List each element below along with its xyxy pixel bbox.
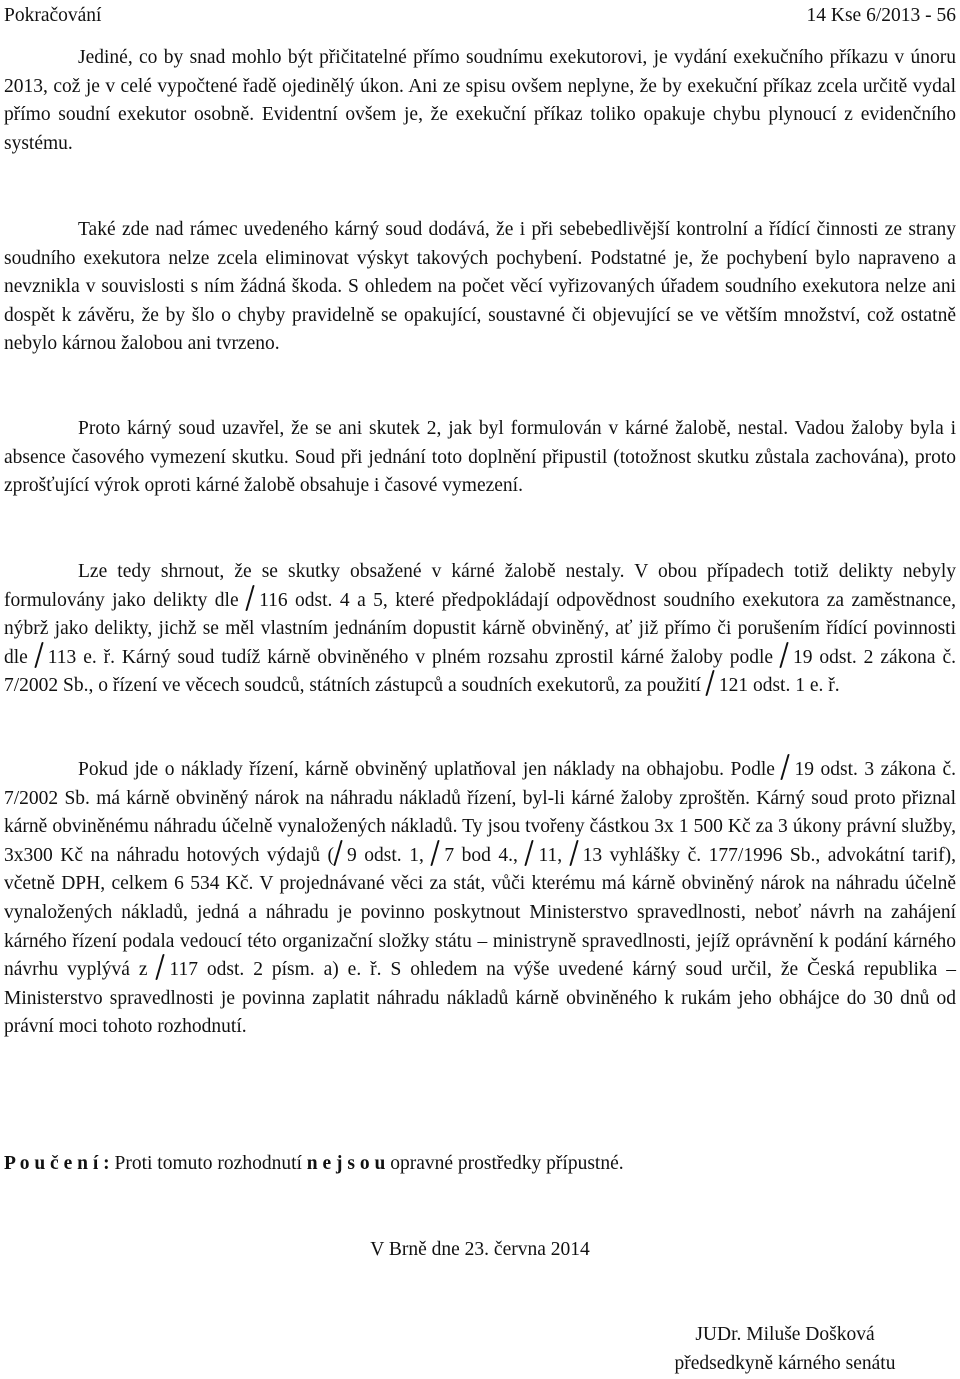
paragraph-3: Proto kárný soud uzavřel, že se ani skutek 2, jak byl formulován v kárné žalobě, nestal. Vadou žaloby byla i absence časového vymezení skutku. Soud při jednání toto doplnění připustil (totožnost skutku zůstala zachována), proto zprošťující výrok oproti kárné žalobě obsahuje i časové vymezení. [4,418,956,497]
paragraph-1: Jediné, co by snad mohlo být přičitatelné přímo soudnímu exekutorovi, je vydání exekučního příkazu v únoru 2013, což je v celé vypočtené řadě ojedinělý úkon. Ani ze spisu ovšem neplyne, že by exekuční příkaz zcela určitě vydal přímo soudní exekutor osobně. Evidentní ovšem je, že exekuční příkaz toliko opakuje chybu plynoucí z evidenčního systému. [4,47,956,154]
instruction-emphasis: n e j s o u [306,1153,386,1174]
section-sign-icon [246,605,259,606]
instruction-text: Proti tomuto rozhodnutí [109,1153,307,1174]
paragraph-4-part: 19 odst. 2 zákona č. 7/2002 Sb., o řízení ve věcech soudců, státních zástupců a soudních exekutorů, za použití [4,646,957,697]
paragraph-5-part: 13 vyhlášky č. 177/1996 Sb., advokátní tarif), včetně DPH, celkem 6 534 Kč. V projednávané věci za stát, vůči kterému má kárně obviněný nárok na náhradu účelně vynaložených nákladů, jedná a náhradu je povinno poskytnout Ministerstvo spravedlnosti, neboť návrh na zahájení kárného řízení podala vedoucí této organizační složky státu – ministryně spravedlnosti, jejíž oprávnění k podání kárného návrhu vyplývá z [4,844,957,981]
signatory-name: JUDr. Miluše Došková [695,1324,875,1345]
paragraph-4 [4,558,956,701]
paragraph-5-part: 9 odst. 1, [347,844,432,866]
header-continuation: Pokračování [4,5,102,26]
signatory-role: předsedkyně kárného senátu [674,1353,896,1374]
paragraph-5-part: 7 bod 4., [444,844,526,866]
section-sign-icon [431,860,444,861]
section-sign-icon [780,662,793,663]
instruction-label: P o u č e n í : [4,1153,110,1174]
section-sign-icon [156,974,169,975]
instruction-text-end: opravné prostředky přípustné. [385,1153,624,1174]
section-sign-icon [35,662,48,663]
paragraph-5-part: 11, [538,844,570,866]
paragraph-4-part: Lze tedy shrnout, že se skutky obsažené v kárné žalobě nestaly. V obou případech totiž delikty nebyly formulovány jako delikty dle [4,561,956,611]
section-sign-icon [706,690,719,691]
paragraph-4-part: 121 odst. 1 e. ř. [718,675,840,697]
section-sign-icon [781,774,794,775]
paragraph-5-part: 19 odst. 3 zákona č. 7/2002 Sb. má kárně obviněný nárok na náhradu nákladů řízení, byl-li kárné žaloby zproštěn. Kárný soud proto přiznal kárně obviněnému náhradu účelně vynaložených nákladů. Ty jsou tvořeny částkou 3x 1 500 Kč za 3 úkony právní služby, 3x300 Kč na náhradu hotových výdajů ( [4,759,956,866]
paragraph-5-part: 117 odst. 2 písm. a) e. ř. S ohledem na výše uvedené kárný soud určil, že Česká republika – Ministerstvo spravedlnosti je povinna zaplatit náhradu nákladů kárně obviněného k rukám jeho obhájce do 30 dnů od právní moci tohoto rozhodnutí. [4,959,956,1038]
paragraph-5-part: Pokud jde o náklady řízení, kárně obviněný uplatňoval jen náklady na obhajobu. Podle [78,759,782,780]
section-sign-icon [570,860,583,861]
paragraph-4-part: 116 odst. 4 a 5, které předpokládají odpovědnost soudního exekutora za zaměstnance, nýbrž jako delikty, jichž se měl vlastním jednáním dopustit kárně obviněný, ať již přímo či porušením řídící povinnosti dle [4,589,956,668]
paragraph-4-part: 113 e. ř. Kárný soud tudíž kárně obviněného v plném rozsahu zprostil kárné žaloby podle [47,646,780,668]
place-and-date: V Brně dne 23. června 2014 [370,1239,590,1260]
paragraph-5 [4,756,956,1042]
header-case-number: 14 Kse 6/2013 - 56 [806,5,956,26]
legal-instruction [4,1150,624,1178]
page-header [4,3,956,33]
section-sign-icon [334,860,347,861]
signature-block [640,1320,930,1378]
section-sign-icon [525,860,538,861]
paragraph-2: Také zde nad rámec uvedeného kárný soud dodává, že i při sebebedlivější kontrolní a řídící činnosti ze strany soudního exekutora nelze zcela eliminovat výskyt takových pochybení. Podstatné je, že pochybení bylo napraveno a nevznikla v souvislosti s ním žádná škoda. S ohledem na počet věcí vyřizovaných úřadem soudního exekutora nelze ani dospět k závěru, že by šlo o chyby pravidelně se opakující, soustavné či objevující se ve větším množství, což ostatně nebylo kárnou žalobou ani tvrzeno. [4,219,956,355]
